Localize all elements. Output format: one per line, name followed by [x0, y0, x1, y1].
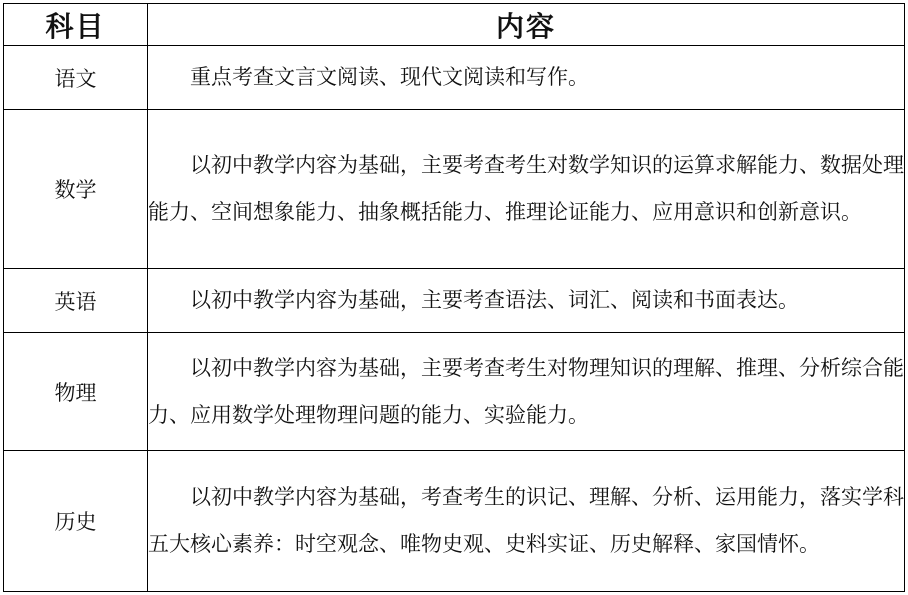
table-row: [4, 333, 905, 451]
subject-cell: 数学: [4, 110, 148, 269]
table-row: [4, 451, 905, 592]
content-text: 重点考查文言文阅读、现代文阅读和写作。: [190, 65, 589, 89]
table-row: [4, 46, 905, 110]
content-cell: [148, 46, 905, 110]
subject-cell: 物理: [4, 333, 148, 451]
table-row: [4, 110, 905, 269]
content-cell: [148, 110, 905, 269]
content-cell: [148, 333, 905, 451]
content-text: 以初中教学内容为基础，考查考生的识记、理解、分析、运用能力，落实学科五大核心素养：时空观念、唯物史观、史料实证、历史解释、家国情怀。: [148, 485, 904, 556]
content-text: 以初中教学内容为基础，主要考查语法、词汇、阅读和书面表达。: [190, 288, 799, 312]
subject-cell: 英语: [4, 269, 148, 333]
header-subject: 科目: [4, 4, 148, 46]
header-content: 内容: [148, 4, 905, 46]
content-text: 以初中教学内容为基础，主要考查考生对数学知识的运算求解能力、数据处理能力、空间想象能力、抽象概括能力、推理论证能力、应用意识和创新意识。: [148, 153, 904, 224]
subject-content-table: [3, 3, 905, 592]
subject-cell: 历史: [4, 451, 148, 592]
content-cell: [148, 451, 905, 592]
content-text: 以初中教学内容为基础，主要考查考生对物理知识的理解、推理、分析综合能力、应用数学处理物理问题的能力、实验能力。: [148, 355, 904, 427]
table-row: [4, 269, 905, 333]
table-header-row: [4, 4, 905, 46]
subject-cell: 语文: [4, 46, 148, 110]
content-cell: [148, 269, 905, 333]
